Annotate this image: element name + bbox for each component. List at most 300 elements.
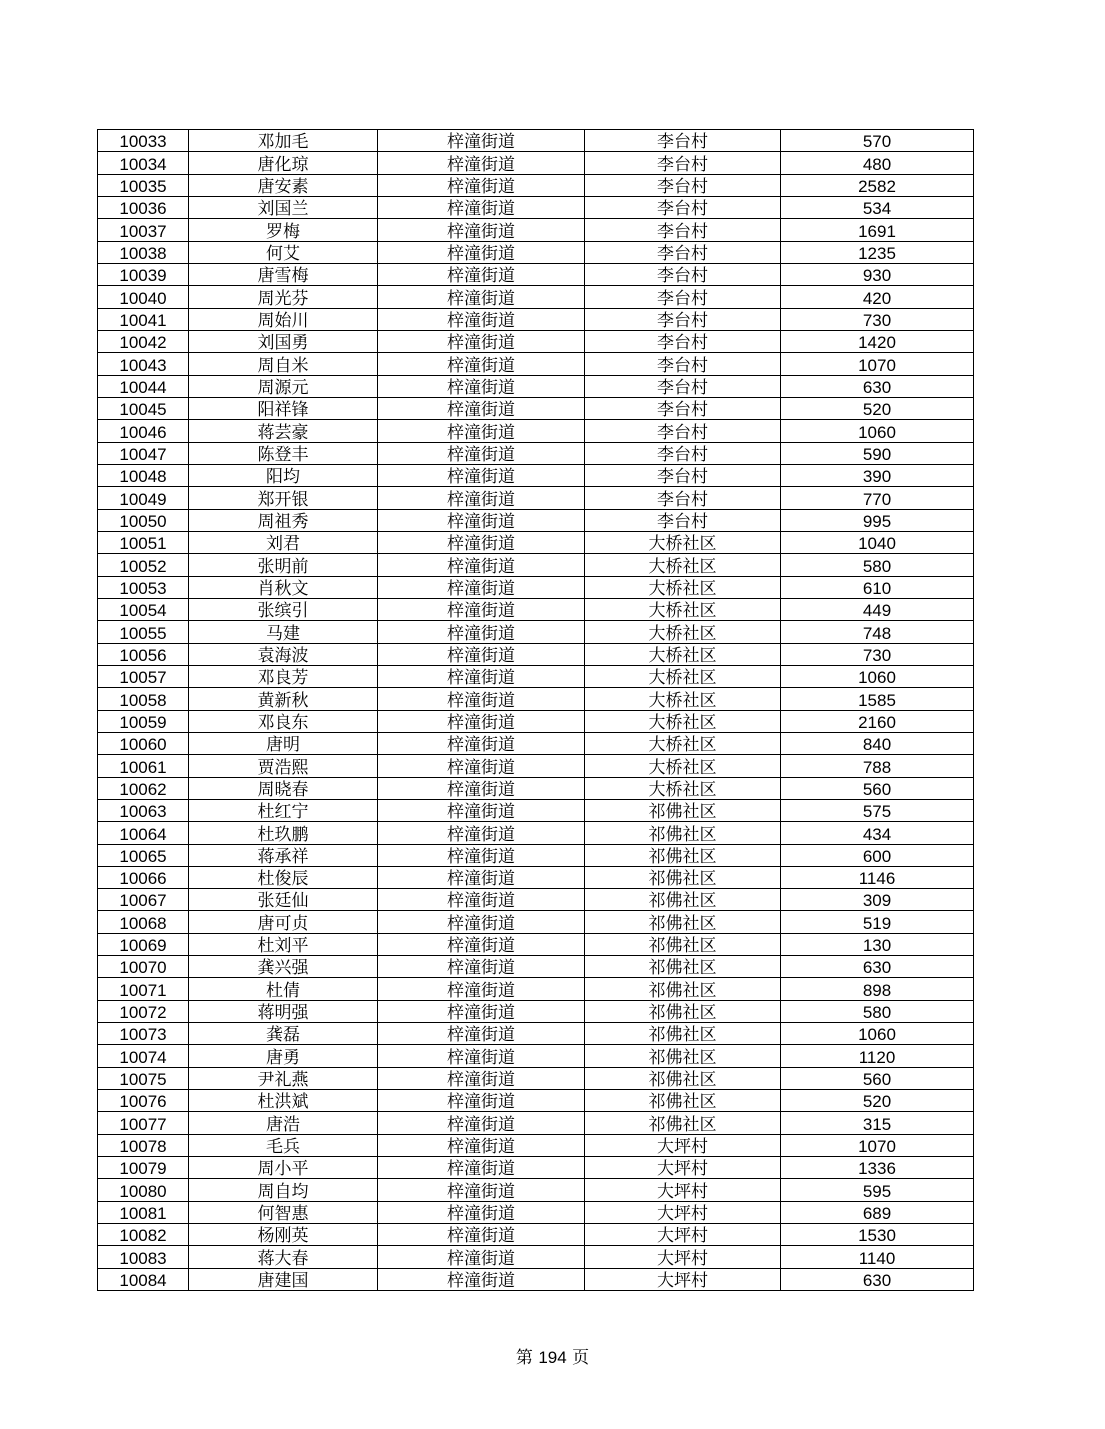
cell-amount: 1070 [781, 1134, 974, 1156]
cell-amount: 519 [781, 911, 974, 933]
table-row [98, 219, 974, 241]
cell-id: 10039 [98, 263, 189, 285]
cell-id: 10057 [98, 665, 189, 687]
cell-village: 李台村 [585, 130, 781, 152]
cell-name: 何智惠 [189, 1201, 378, 1223]
cell-id: 10052 [98, 554, 189, 576]
cell-name: 周始川 [189, 308, 378, 330]
cell-amount: 520 [781, 1090, 974, 1112]
cell-id: 10062 [98, 777, 189, 799]
cell-id: 10063 [98, 799, 189, 821]
cell-id: 10082 [98, 1224, 189, 1246]
cell-id: 10073 [98, 1023, 189, 1045]
page-footer [0, 1343, 1105, 1368]
cell-street: 梓潼街道 [378, 1201, 585, 1223]
cell-village: 大坪村 [585, 1224, 781, 1246]
cell-village: 大桥社区 [585, 710, 781, 732]
cell-amount: 748 [781, 621, 974, 643]
cell-amount: 1235 [781, 241, 974, 263]
table-row [98, 420, 974, 442]
cell-id: 10069 [98, 933, 189, 955]
cell-id: 10058 [98, 688, 189, 710]
table-row [98, 1157, 974, 1179]
table-row [98, 531, 974, 553]
cell-id: 10034 [98, 152, 189, 174]
cell-village: 祁佛社区 [585, 1000, 781, 1022]
cell-amount: 1060 [781, 1023, 974, 1045]
cell-amount: 534 [781, 196, 974, 218]
cell-id: 10077 [98, 1112, 189, 1134]
cell-name: 蒋芸豪 [189, 420, 378, 442]
cell-village: 大桥社区 [585, 732, 781, 754]
cell-name: 蒋大春 [189, 1246, 378, 1268]
cell-name: 唐安素 [189, 174, 378, 196]
cell-id: 10078 [98, 1134, 189, 1156]
table-row [98, 487, 974, 509]
cell-name: 何艾 [189, 241, 378, 263]
cell-name: 蒋明强 [189, 1000, 378, 1022]
table-row [98, 130, 974, 152]
table-row [98, 397, 974, 419]
cell-village: 祁佛社区 [585, 978, 781, 1000]
cell-amount: 930 [781, 263, 974, 285]
table-row [98, 866, 974, 888]
cell-id: 10068 [98, 911, 189, 933]
table-row [98, 1067, 974, 1089]
cell-amount: 309 [781, 889, 974, 911]
cell-village: 大桥社区 [585, 554, 781, 576]
cell-name: 邓良东 [189, 710, 378, 732]
cell-amount: 1040 [781, 531, 974, 553]
cell-id: 10037 [98, 219, 189, 241]
cell-village: 祁佛社区 [585, 911, 781, 933]
cell-street: 梓潼街道 [378, 308, 585, 330]
cell-street: 梓潼街道 [378, 1000, 585, 1022]
cell-id: 10046 [98, 420, 189, 442]
cell-id: 10053 [98, 576, 189, 598]
table-row [98, 688, 974, 710]
cell-name: 周祖秀 [189, 509, 378, 531]
cell-village: 大坪村 [585, 1179, 781, 1201]
cell-street: 梓潼街道 [378, 710, 585, 732]
table-row [98, 152, 974, 174]
cell-village: 李台村 [585, 330, 781, 352]
cell-amount: 1420 [781, 330, 974, 352]
cell-amount: 580 [781, 554, 974, 576]
cell-name: 刘国兰 [189, 196, 378, 218]
cell-name: 唐可贞 [189, 911, 378, 933]
cell-id: 10067 [98, 889, 189, 911]
table-row [98, 263, 974, 285]
cell-street: 梓潼街道 [378, 420, 585, 442]
cell-amount: 434 [781, 822, 974, 844]
cell-village: 李台村 [585, 397, 781, 419]
cell-amount: 788 [781, 755, 974, 777]
cell-amount: 610 [781, 576, 974, 598]
cell-village: 李台村 [585, 152, 781, 174]
cell-street: 梓潼街道 [378, 554, 585, 576]
cell-village: 大坪村 [585, 1201, 781, 1223]
cell-amount: 840 [781, 732, 974, 754]
table-row [98, 889, 974, 911]
table-row [98, 1045, 974, 1067]
cell-id: 10040 [98, 286, 189, 308]
cell-street: 梓潼街道 [378, 732, 585, 754]
cell-street: 梓潼街道 [378, 598, 585, 620]
table-row [98, 196, 974, 218]
cell-name: 罗梅 [189, 219, 378, 241]
cell-amount: 770 [781, 487, 974, 509]
table-row [98, 1000, 974, 1022]
cell-street: 梓潼街道 [378, 130, 585, 152]
cell-name: 唐明 [189, 732, 378, 754]
page-number: 194 [538, 1348, 567, 1367]
cell-amount: 2582 [781, 174, 974, 196]
table-row [98, 844, 974, 866]
cell-id: 10071 [98, 978, 189, 1000]
table-row [98, 241, 974, 263]
cell-id: 10072 [98, 1000, 189, 1022]
cell-amount: 1070 [781, 353, 974, 375]
cell-name: 郑开银 [189, 487, 378, 509]
cell-amount: 560 [781, 777, 974, 799]
cell-name: 周自米 [189, 353, 378, 375]
cell-amount: 1146 [781, 866, 974, 888]
cell-amount: 689 [781, 1201, 974, 1223]
cell-street: 梓潼街道 [378, 196, 585, 218]
cell-street: 梓潼街道 [378, 174, 585, 196]
table-row [98, 308, 974, 330]
cell-street: 梓潼街道 [378, 1045, 585, 1067]
cell-street: 梓潼街道 [378, 263, 585, 285]
cell-amount: 449 [781, 598, 974, 620]
cell-name: 张明前 [189, 554, 378, 576]
cell-village: 大坪村 [585, 1268, 781, 1290]
footer-suffix: 页 [572, 1348, 590, 1368]
cell-street: 梓潼街道 [378, 1134, 585, 1156]
cell-village: 李台村 [585, 442, 781, 464]
cell-amount: 630 [781, 375, 974, 397]
cell-name: 刘国勇 [189, 330, 378, 352]
cell-name: 周晓春 [189, 777, 378, 799]
cell-name: 阳均 [189, 464, 378, 486]
cell-id: 10060 [98, 732, 189, 754]
cell-id: 10056 [98, 643, 189, 665]
cell-amount: 1140 [781, 1246, 974, 1268]
cell-village: 祁佛社区 [585, 889, 781, 911]
cell-village: 大桥社区 [585, 777, 781, 799]
cell-name: 袁海波 [189, 643, 378, 665]
cell-name: 肖秋文 [189, 576, 378, 598]
cell-amount: 560 [781, 1067, 974, 1089]
table-row [98, 621, 974, 643]
cell-id: 10064 [98, 822, 189, 844]
cell-village: 大桥社区 [585, 576, 781, 598]
cell-street: 梓潼街道 [378, 353, 585, 375]
cell-name: 陈登丰 [189, 442, 378, 464]
cell-amount: 2160 [781, 710, 974, 732]
cell-id: 10065 [98, 844, 189, 866]
cell-name: 周源元 [189, 375, 378, 397]
roster-table-body [98, 130, 974, 1291]
cell-street: 梓潼街道 [378, 464, 585, 486]
cell-village: 大桥社区 [585, 643, 781, 665]
cell-village: 李台村 [585, 174, 781, 196]
cell-street: 梓潼街道 [378, 375, 585, 397]
cell-street: 梓潼街道 [378, 509, 585, 531]
table-row [98, 956, 974, 978]
cell-name: 杜洪斌 [189, 1090, 378, 1112]
cell-id: 10036 [98, 196, 189, 218]
cell-name: 唐雪梅 [189, 263, 378, 285]
cell-name: 杨刚英 [189, 1224, 378, 1246]
cell-amount: 995 [781, 509, 974, 531]
table-row [98, 1134, 974, 1156]
table-row [98, 822, 974, 844]
cell-amount: 630 [781, 1268, 974, 1290]
cell-street: 梓潼街道 [378, 777, 585, 799]
cell-village: 大桥社区 [585, 755, 781, 777]
table-row [98, 509, 974, 531]
cell-street: 梓潼街道 [378, 665, 585, 687]
roster-table [97, 129, 974, 1291]
cell-street: 梓潼街道 [378, 576, 585, 598]
cell-village: 大坪村 [585, 1157, 781, 1179]
table-row [98, 442, 974, 464]
cell-street: 梓潼街道 [378, 442, 585, 464]
cell-amount: 130 [781, 933, 974, 955]
table-row [98, 799, 974, 821]
table-row [98, 1023, 974, 1045]
cell-amount: 580 [781, 1000, 974, 1022]
footer-prefix: 第 [515, 1348, 533, 1368]
cell-amount: 520 [781, 397, 974, 419]
cell-id: 10066 [98, 866, 189, 888]
cell-id: 10083 [98, 1246, 189, 1268]
table-row [98, 286, 974, 308]
cell-name: 马建 [189, 621, 378, 643]
cell-village: 祁佛社区 [585, 1045, 781, 1067]
cell-name: 蒋承祥 [189, 844, 378, 866]
cell-id: 10035 [98, 174, 189, 196]
cell-id: 10079 [98, 1157, 189, 1179]
table-row [98, 174, 974, 196]
cell-name: 张缤引 [189, 598, 378, 620]
cell-village: 李台村 [585, 353, 781, 375]
cell-amount: 480 [781, 152, 974, 174]
cell-street: 梓潼街道 [378, 152, 585, 174]
cell-amount: 570 [781, 130, 974, 152]
cell-street: 梓潼街道 [378, 643, 585, 665]
cell-id: 10043 [98, 353, 189, 375]
cell-id: 10070 [98, 956, 189, 978]
cell-street: 梓潼街道 [378, 531, 585, 553]
cell-id: 10059 [98, 710, 189, 732]
cell-village: 大坪村 [585, 1246, 781, 1268]
cell-id: 10055 [98, 621, 189, 643]
table-row [98, 353, 974, 375]
cell-village: 李台村 [585, 308, 781, 330]
cell-name: 毛兵 [189, 1134, 378, 1156]
cell-street: 梓潼街道 [378, 844, 585, 866]
cell-id: 10076 [98, 1090, 189, 1112]
cell-street: 梓潼街道 [378, 755, 585, 777]
cell-street: 梓潼街道 [378, 219, 585, 241]
cell-village: 祁佛社区 [585, 1090, 781, 1112]
cell-street: 梓潼街道 [378, 1067, 585, 1089]
cell-name: 唐建国 [189, 1268, 378, 1290]
cell-name: 杜玖鹏 [189, 822, 378, 844]
cell-village: 大桥社区 [585, 598, 781, 620]
cell-name: 唐化琼 [189, 152, 378, 174]
cell-street: 梓潼街道 [378, 1268, 585, 1290]
cell-street: 梓潼街道 [378, 487, 585, 509]
cell-street: 梓潼街道 [378, 956, 585, 978]
cell-village: 祁佛社区 [585, 933, 781, 955]
cell-id: 10051 [98, 531, 189, 553]
cell-village: 祁佛社区 [585, 1112, 781, 1134]
cell-street: 梓潼街道 [378, 241, 585, 263]
cell-name: 阳祥锋 [189, 397, 378, 419]
table-row [98, 732, 974, 754]
cell-name: 龚磊 [189, 1023, 378, 1045]
cell-amount: 390 [781, 464, 974, 486]
cell-id: 10047 [98, 442, 189, 464]
cell-village: 李台村 [585, 509, 781, 531]
cell-amount: 590 [781, 442, 974, 464]
cell-village: 李台村 [585, 375, 781, 397]
cell-street: 梓潼街道 [378, 933, 585, 955]
cell-amount: 420 [781, 286, 974, 308]
table-row [98, 710, 974, 732]
cell-id: 10042 [98, 330, 189, 352]
table-row [98, 464, 974, 486]
cell-id: 10044 [98, 375, 189, 397]
cell-name: 唐浩 [189, 1112, 378, 1134]
table-row [98, 1246, 974, 1268]
table-row [98, 933, 974, 955]
cell-street: 梓潼街道 [378, 866, 585, 888]
cell-street: 梓潼街道 [378, 1246, 585, 1268]
cell-name: 杜倩 [189, 978, 378, 1000]
cell-name: 邓良芳 [189, 665, 378, 687]
table-row [98, 1112, 974, 1134]
table-row [98, 375, 974, 397]
cell-id: 10033 [98, 130, 189, 152]
cell-name: 刘君 [189, 531, 378, 553]
cell-name: 周自均 [189, 1179, 378, 1201]
cell-village: 祁佛社区 [585, 822, 781, 844]
cell-village: 大桥社区 [585, 665, 781, 687]
cell-amount: 595 [781, 1179, 974, 1201]
cell-street: 梓潼街道 [378, 397, 585, 419]
table-row [98, 665, 974, 687]
cell-street: 梓潼街道 [378, 1112, 585, 1134]
cell-street: 梓潼街道 [378, 911, 585, 933]
cell-name: 贾浩熙 [189, 755, 378, 777]
table-row [98, 777, 974, 799]
table-row [98, 330, 974, 352]
cell-name: 周光芬 [189, 286, 378, 308]
cell-street: 梓潼街道 [378, 1023, 585, 1045]
cell-amount: 630 [781, 956, 974, 978]
table-row [98, 1268, 974, 1290]
cell-street: 梓潼街道 [378, 1179, 585, 1201]
cell-id: 10061 [98, 755, 189, 777]
cell-village: 祁佛社区 [585, 799, 781, 821]
cell-street: 梓潼街道 [378, 799, 585, 821]
cell-name: 尹礼燕 [189, 1067, 378, 1089]
cell-name: 杜俊辰 [189, 866, 378, 888]
cell-name: 黄新秋 [189, 688, 378, 710]
cell-village: 李台村 [585, 487, 781, 509]
cell-village: 大桥社区 [585, 621, 781, 643]
cell-street: 梓潼街道 [378, 1224, 585, 1246]
cell-street: 梓潼街道 [378, 330, 585, 352]
cell-id: 10074 [98, 1045, 189, 1067]
table-row [98, 911, 974, 933]
cell-name: 龚兴强 [189, 956, 378, 978]
cell-street: 梓潼街道 [378, 822, 585, 844]
cell-street: 梓潼街道 [378, 978, 585, 1000]
cell-name: 邓加毛 [189, 130, 378, 152]
cell-village: 李台村 [585, 420, 781, 442]
cell-amount: 315 [781, 1112, 974, 1134]
cell-village: 祁佛社区 [585, 1023, 781, 1045]
cell-street: 梓潼街道 [378, 889, 585, 911]
cell-amount: 600 [781, 844, 974, 866]
cell-street: 梓潼街道 [378, 621, 585, 643]
cell-village: 大坪村 [585, 1134, 781, 1156]
cell-id: 10041 [98, 308, 189, 330]
cell-id: 10050 [98, 509, 189, 531]
cell-village: 祁佛社区 [585, 956, 781, 978]
cell-amount: 1120 [781, 1045, 974, 1067]
cell-village: 大桥社区 [585, 531, 781, 553]
cell-village: 李台村 [585, 286, 781, 308]
cell-amount: 1060 [781, 420, 974, 442]
table-row [98, 1090, 974, 1112]
cell-name: 张廷仙 [189, 889, 378, 911]
cell-id: 10048 [98, 464, 189, 486]
cell-village: 李台村 [585, 219, 781, 241]
cell-name: 周小平 [189, 1157, 378, 1179]
cell-street: 梓潼街道 [378, 688, 585, 710]
cell-village: 祁佛社区 [585, 1067, 781, 1089]
cell-amount: 1530 [781, 1224, 974, 1246]
cell-name: 杜刘平 [189, 933, 378, 955]
cell-street: 梓潼街道 [378, 1157, 585, 1179]
cell-id: 10075 [98, 1067, 189, 1089]
table-row [98, 1201, 974, 1223]
cell-village: 李台村 [585, 241, 781, 263]
table-row [98, 1179, 974, 1201]
cell-village: 大桥社区 [585, 688, 781, 710]
table-row [98, 755, 974, 777]
cell-street: 梓潼街道 [378, 1090, 585, 1112]
cell-amount: 1060 [781, 665, 974, 687]
cell-id: 10045 [98, 397, 189, 419]
cell-id: 10080 [98, 1179, 189, 1201]
cell-village: 祁佛社区 [585, 866, 781, 888]
cell-village: 李台村 [585, 464, 781, 486]
cell-name: 杜红宁 [189, 799, 378, 821]
table-row [98, 643, 974, 665]
cell-amount: 730 [781, 308, 974, 330]
cell-amount: 730 [781, 643, 974, 665]
cell-id: 10084 [98, 1268, 189, 1290]
cell-amount: 575 [781, 799, 974, 821]
